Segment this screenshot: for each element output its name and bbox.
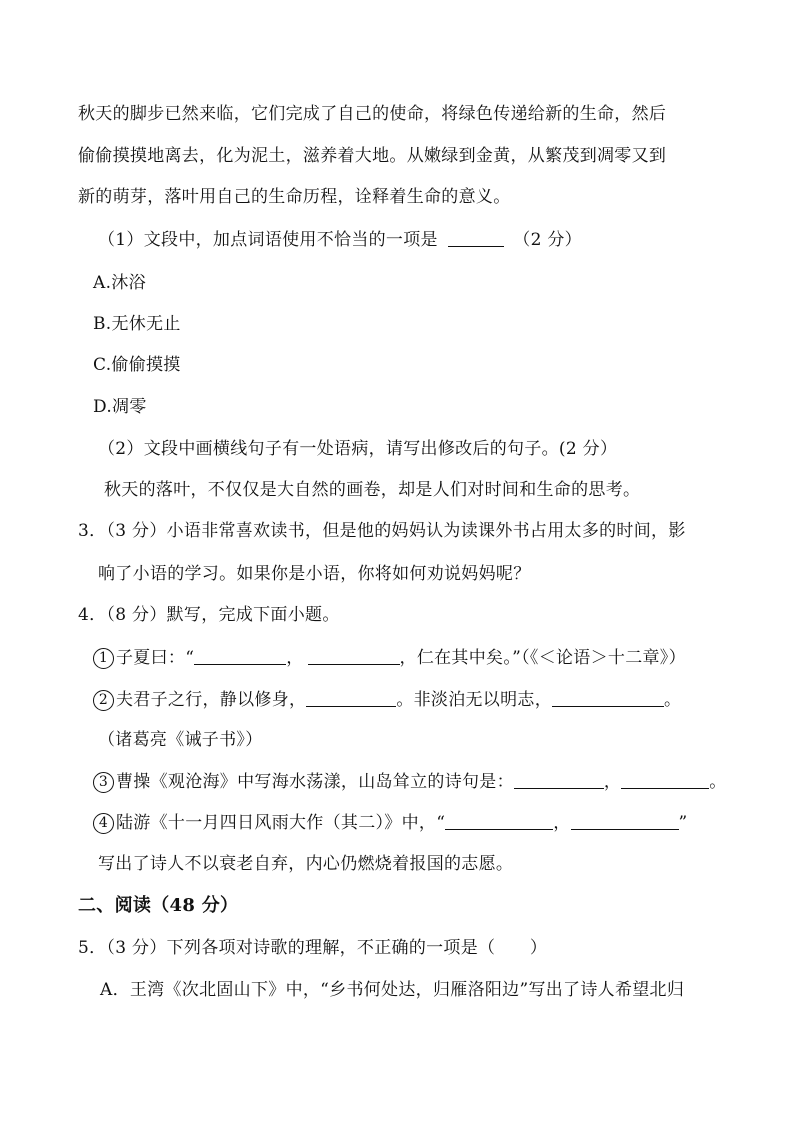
question-3-line-2: 响了小语的学习。如果你是小语，你将如何劝说妈妈呢？ — [98, 564, 531, 584]
answer-blank[interactable] — [308, 648, 400, 665]
item-text: 陆游《十一月四日风雨大作（其二）》中，“ — [116, 813, 446, 833]
option-b[interactable]: B.无休无止 — [93, 314, 181, 334]
score-text: （2 分） — [513, 230, 582, 250]
question-3-line-1: 3．（3 分）小语非常喜欢读书，但是他的妈妈认为读课外书占用太多的时间，影 — [78, 521, 686, 541]
item-text: ” — [678, 813, 688, 833]
question-2-2-stem: （2）文段中画横线句子有一处语病，请写出修改后的句子。(2 分） — [98, 439, 618, 459]
item-text: 。非淡泊无以明志， — [396, 690, 553, 710]
circled-number-1: 1 — [93, 648, 114, 669]
question-2-2-sentence: 秋天的落叶，不仅仅是大自然的画卷，却是人们对时间和生命的思考。 — [104, 480, 641, 500]
passage-line-2: 偷偷摸摸地离去，化为泥土，滋养着大地。从嫩绿到金黄，从繁茂到凋零又到 — [78, 146, 667, 166]
question-5-option-a[interactable]: A．王湾《次北固山下》中，“乡书何处达，归雁洛阳边”写出了诗人希望北归 — [100, 980, 685, 1000]
answer-blank[interactable] — [621, 772, 709, 789]
question-4-item-2-source: （诸葛亮《诫子书》） — [98, 730, 263, 750]
item-text: 。 — [664, 690, 682, 710]
answer-blank[interactable] — [571, 813, 679, 830]
answer-blank[interactable] — [514, 772, 604, 789]
option-d[interactable]: D.凋零 — [93, 397, 147, 417]
stem-text: （1）文段中，加点词语使用不恰当的一项是 — [98, 230, 438, 250]
item-text: 。 — [709, 772, 727, 792]
item-text: ， — [603, 772, 622, 792]
section-2-heading: 二、阅读（48 分） — [78, 895, 239, 916]
item-text: 夫君子之行，静以修身， — [116, 690, 307, 710]
passage-line-1: 秋天的脚步已然来临，它们完成了自己的使命，将绿色传递给新的生命，然后 — [78, 104, 667, 124]
circled-number-4: 4 — [93, 813, 114, 834]
question-4-item-1 — [93, 647, 686, 669]
question-4-item-4 — [93, 812, 688, 834]
question-4-item-3 — [93, 771, 727, 793]
question-2-1-stem — [98, 229, 582, 251]
question-5-stem: 5．（3 分）下列各项对诗歌的理解，不正确的一项是（ ） — [78, 938, 548, 958]
circled-number-2: 2 — [93, 690, 114, 711]
answer-blank[interactable] — [445, 813, 553, 830]
item-text: ， — [553, 813, 571, 833]
item-text: ，仁在其中矣。”（《＜论语＞十二章》） — [399, 648, 686, 668]
option-a[interactable]: A.沐浴 — [93, 273, 146, 293]
item-text: ， — [286, 648, 304, 668]
option-c[interactable]: C.偷偷摸摸 — [93, 355, 181, 375]
question-4-item-4-line-2: 写出了诗人不以衰老自弃，内心仍燃烧着报国的志愿。 — [98, 854, 514, 874]
answer-blank[interactable] — [306, 690, 396, 707]
item-text: 曹操《观沧海》中写海水荡漾，山岛耸立的诗句是： — [116, 772, 514, 792]
answer-blank[interactable] — [552, 690, 664, 707]
question-4-item-2 — [93, 689, 681, 711]
answer-blank[interactable] — [194, 648, 286, 665]
item-text: 子夏曰：“ — [116, 648, 195, 668]
answer-blank[interactable] — [448, 230, 504, 247]
passage-line-3: 新的萌芽，落叶用自己的生命历程，诠释着生命的意义。 — [78, 187, 511, 207]
question-4-stem: 4．（8 分）默写，完成下面小题。 — [78, 605, 340, 625]
circled-number-3: 3 — [93, 772, 114, 793]
